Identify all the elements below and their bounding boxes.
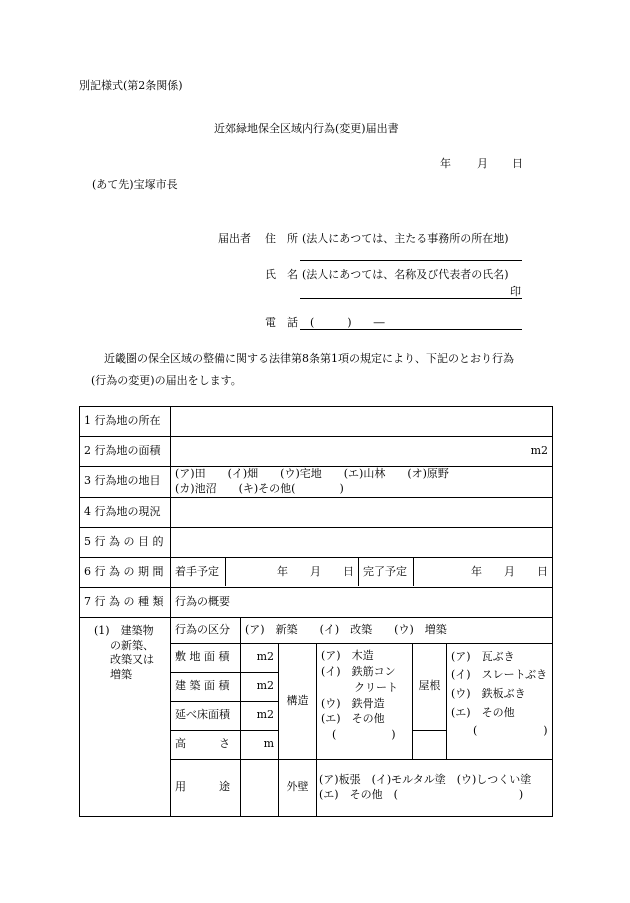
condition-field[interactable] [171,497,553,527]
start-label: 着手予定 [171,558,226,586]
roof-label: 屋根 [413,643,447,730]
height-label: 高 さ [171,730,241,759]
row-land-label: 3 行為地の地目 [80,467,171,498]
name-note: (法人にあつては、名称及び代表者の氏名) [302,268,509,281]
land-options-line-1: (ア)田 (イ)畑 (ウ)宅地 (エ)山林 (オ)原野 [175,467,449,480]
name-label: 氏 名 [265,268,298,281]
class-label: 行為の区分 [171,617,241,643]
site-area-field[interactable] [241,643,279,672]
address-line[interactable] [300,260,522,261]
area-field[interactable] [171,437,553,467]
structure-option-d: (エ) その他 [321,712,385,726]
wall-options-line-2: (エ) その他 ( ) [319,787,524,801]
purpose-field[interactable] [171,527,553,557]
row-location [80,407,553,437]
building-area-label: 建 築 面 積 [171,672,241,701]
name-line[interactable] [300,298,522,299]
address-note: (法人にあつては、主たる事務所の所在地) [302,232,509,245]
structure-option-d-paren: ( ) [321,728,396,742]
building-area-unit: m2 [256,679,274,693]
row-type [80,587,553,617]
row-condition-label: 4 行為地の現況 [80,497,171,527]
building-section-label [80,617,171,816]
roof-option-b: (イ) スレートぶき [451,668,548,682]
area-unit: m2 [530,444,548,458]
use-label: 用 途 [171,759,241,816]
phone-format: ( ) ― [310,316,385,329]
structure-option-c: (ウ) 鉄骨造 [321,696,385,710]
floor-area-field[interactable] [241,701,279,730]
building-label-3: 改築又は [110,653,154,667]
notification-table [79,406,553,817]
building-label-2: の新築、 [110,638,154,652]
row-building-class [80,617,553,643]
wall-label: 外壁 [279,759,317,816]
roof-options[interactable] [447,643,553,759]
roof-option-a: (ア) 瓦ぶき [451,649,515,663]
date-day: 日 [512,157,523,170]
location-field[interactable] [171,407,553,437]
intro-line-2: (行為の変更)の届出をします。 [91,374,242,387]
height-unit: m [263,737,274,751]
applicant-label: 届出者 [218,232,251,245]
roof-option-d: (エ) その他 [451,705,515,719]
row-period [80,557,553,587]
roof-label-spacer [413,730,447,759]
building-area-field[interactable] [241,672,279,701]
structure-options[interactable] [317,643,413,759]
wall-options-line-1: (ア)板張 (イ)モルタル塗 (ウ)しつくい塗 [319,772,532,786]
structure-label: 構造 [279,643,317,759]
row-purpose [80,527,553,557]
land-category-options[interactable] [171,467,553,498]
structure-option-a: (ア) 木造 [321,648,374,662]
site-area-label: 敷 地 面 積 [171,643,241,672]
phone-label: 電 話 [265,316,298,329]
start-date-field[interactable]: 年 月 日 [226,558,359,586]
floor-area-unit: m2 [256,708,274,722]
form-reference: 別記様式(第2条関係) [79,79,183,92]
period-subtable [171,558,552,586]
intro-line-1: 近畿圏の保全区域の整備に関する法律第8条第1項の規定により、下記のとおり行為 [104,352,514,365]
row-condition [80,497,553,527]
row-purpose-label: 5 行 為 の 目 的 [80,527,171,557]
floor-area-label: 延べ床面積 [171,701,241,730]
date-year: 年 [440,157,451,170]
roof-option-c: (ウ) 鉄板ぶき [451,687,526,701]
row-area [80,437,553,467]
use-field[interactable] [241,759,279,816]
structure-option-b: (イ) 鉄筋コン [321,664,396,678]
row-area-label: 2 行為地の面積 [80,437,171,467]
row-period-label: 6 行 為 の 期 間 [80,557,171,587]
page-title: 近郊緑地保全区域内行為(変更)届出書 [214,122,399,135]
row-land-category [80,467,553,498]
address-label: 住 所 [265,232,298,245]
end-label: 完了予定 [359,558,414,586]
height-field[interactable] [241,730,279,759]
building-label-4: 増築 [110,668,132,682]
class-options[interactable]: (ア) 新築 (イ) 改築 (ウ) 増築 [241,617,553,643]
site-area-unit: m2 [256,650,274,664]
roof-option-d-paren: ( ) [451,724,548,738]
addressee: (あて先)宝塚市長 [92,178,178,191]
building-label-1: (1) 建築物 [94,623,154,637]
land-options-line-2: (カ)池沼 (キ)その他( ) [175,481,344,495]
phone-line[interactable] [300,329,522,330]
end-date-field[interactable]: 年 月 日 [471,564,548,578]
row-type-label: 7 行 為 の 種 類 [80,587,171,617]
structure-option-b-cont: クリート [321,680,398,694]
wall-options[interactable] [317,759,553,816]
type-summary: 行為の概要 [171,587,553,617]
date-month: 月 [477,157,488,170]
seal-mark: 印 [510,285,521,298]
row-location-label: 1 行為地の所在 [80,407,171,437]
